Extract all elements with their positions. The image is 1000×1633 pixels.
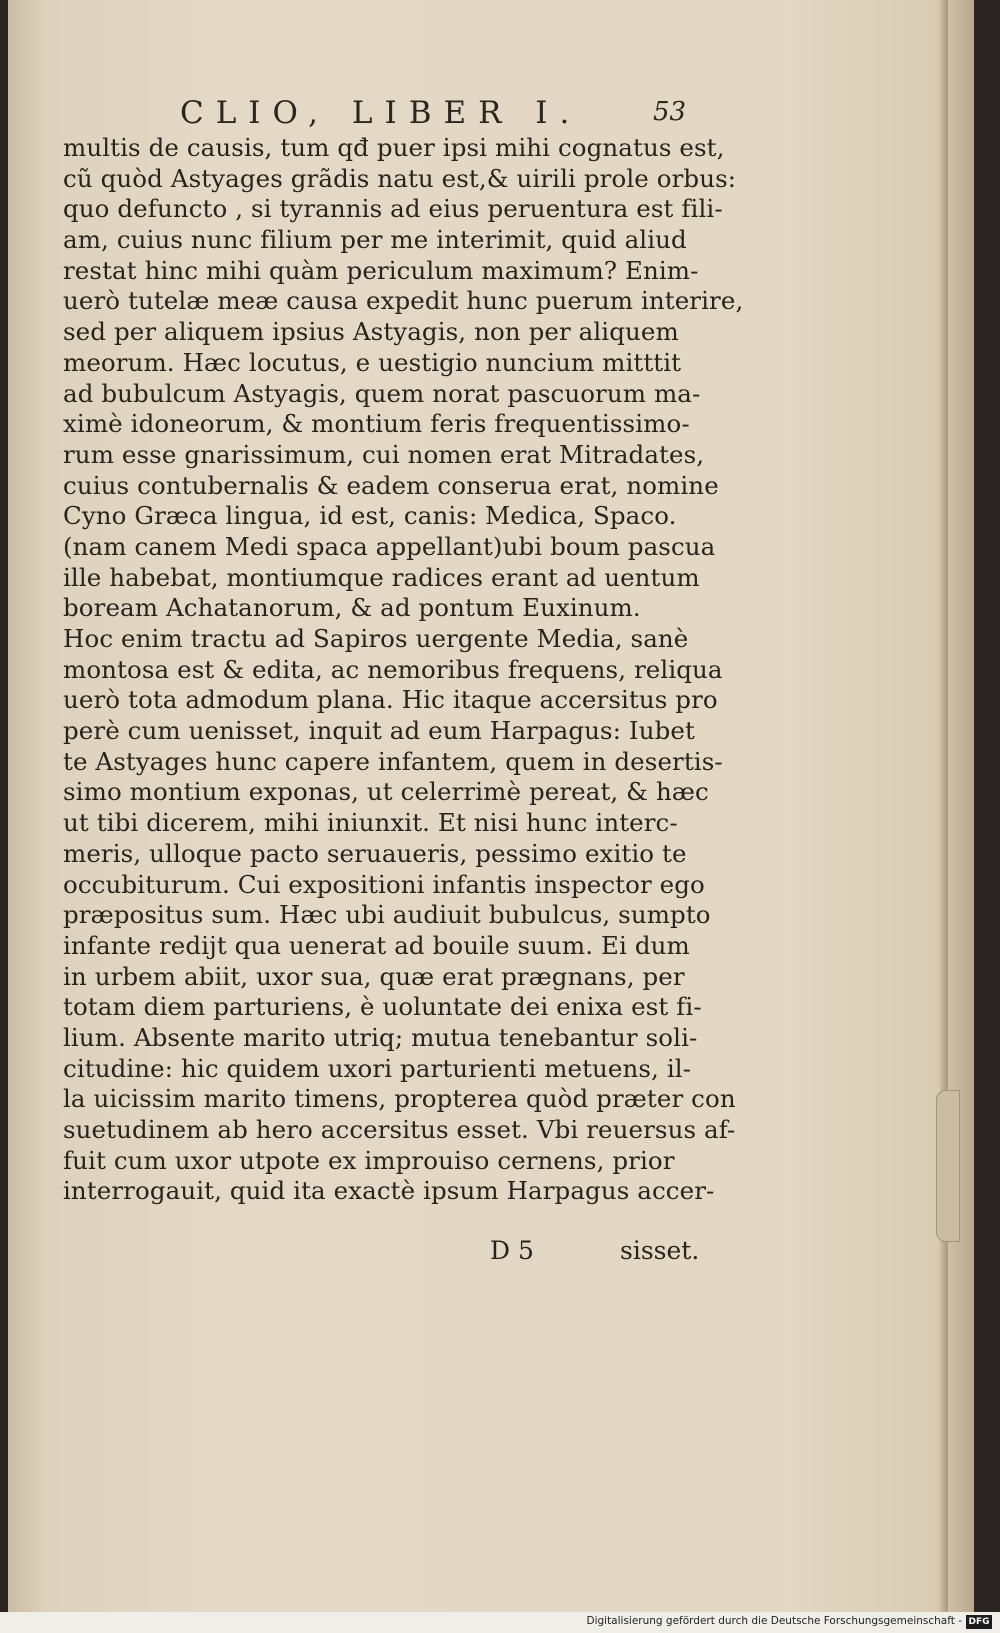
page-edge [940, 0, 948, 1612]
text-line: montosa est & edita, ac nemoribus frequens, reliqua [63, 654, 723, 684]
text-line: am, cuius nunc filium per me interimit, quid aliud [63, 225, 687, 255]
body-text [63, 133, 744, 1207]
page-number: 53 [653, 97, 687, 127]
text-line: lium. Absente marito utriq; mutua tenebantur soli- [63, 1022, 698, 1052]
text-line: la uicissim marito timens, propterea quòd præter con [63, 1084, 736, 1114]
text-line: cũ quòd Astyages grãdis natu est,& uirili prole orbus: [63, 163, 737, 193]
text-line: (nam canem Medi spaca appellant)ubi boum pascua [63, 531, 716, 561]
text-line: ut tibi dicerem, mihi iniunxit. Et nisi hunc interc- [63, 808, 678, 838]
text-line: Hoc enim tractu ad Sapiros uergente Media, sanè [63, 624, 689, 653]
text-line: ximè idoneorum, & montium feris frequentissimo- [63, 409, 690, 439]
text-line: infante redijt qua uenerat ad bouile suum. Ei dum [63, 930, 690, 960]
catchword: sisset. [620, 1236, 700, 1265]
text-line: restat hinc mihi quàm periculum maximum? Enim- [63, 255, 699, 285]
page-tab-marker [936, 1090, 960, 1242]
running-head-title: CLIO, LIBER I. [180, 95, 582, 131]
text-line: cuius contubernalis & eadem conserua erat, nomine [63, 470, 719, 500]
text-line: meris, ulloque pacto seruaueris, pessimo exitio te [63, 838, 687, 868]
text-line: te Astyages hunc capere infantem, quem in desertis- [63, 746, 723, 776]
text-line: fuit cum uxor utpote ex improuiso cernens, prior [63, 1145, 675, 1175]
text-line: uerò tota admodum plana. Hic itaque accersitus pro [63, 685, 718, 715]
text-line: citudine: hic quidem uxori parturienti metuens, il- [63, 1053, 692, 1083]
text-line: meorum. Hæc locutus, e uestigio nuncium mitttit [63, 347, 682, 377]
dfg-logo: DFG [966, 1615, 992, 1629]
text-line: quo defuncto , si tyrannis ad eius peruentura est fili- [63, 194, 723, 224]
funding-credit: Digitalisierung gefördert durch die Deutsche Forschungsgemeinschaft - [586, 1615, 962, 1627]
text-line: simo montium exponas, ut celerrimè pereat, & hæc [63, 777, 709, 807]
footer-bar [0, 1612, 1000, 1633]
text-line: ad bubulcum Astyagis, quem norat pascuorum ma- [63, 378, 701, 408]
text-line: ille habebat, montiumque radices erant ad uentum [63, 562, 700, 592]
text-line: Cyno Græca lingua, id est, canis: Medica, Spaco. [63, 501, 677, 531]
text-line: boream Achatanorum, & ad pontum Euxinum. [63, 593, 641, 623]
signature-mark: D 5 [490, 1236, 534, 1265]
text-line: in urbem abiit, uxor sua, quæ erat prægnans, per [63, 961, 685, 991]
text-line: uerò tutelæ meæ causa expedit hunc puerum interire, [63, 286, 744, 316]
text-line: interrogauit, quid ita exactè ipsum Harpagus accer- [63, 1176, 715, 1206]
text-line: perè cum uenisset, inquit ad eum Harpagus: Iubet [63, 716, 695, 746]
book-page [8, 0, 974, 1612]
text-line: occubiturum. Cui expositioni infantis inspector ego [63, 869, 705, 899]
text-line: sed per aliquem ipsius Astyagis, non per aliquem [63, 317, 679, 347]
catchline [8, 1236, 974, 1270]
text-line: suetudinem ab hero accersitus esset. Vbi reuersus af- [63, 1115, 736, 1144]
text-line: multis de causis, tum qđ puer ipsi mihi cognatus est, [63, 133, 725, 162]
text-line: rum esse gnarissimum, cui nomen erat Mitradates, [63, 439, 705, 469]
text-line: præpositus sum. Hæc ubi audiuit bubulcus, sumpto [63, 900, 711, 930]
text-line: totam diem parturiens, è uoluntate dei enixa est fi- [63, 992, 702, 1022]
